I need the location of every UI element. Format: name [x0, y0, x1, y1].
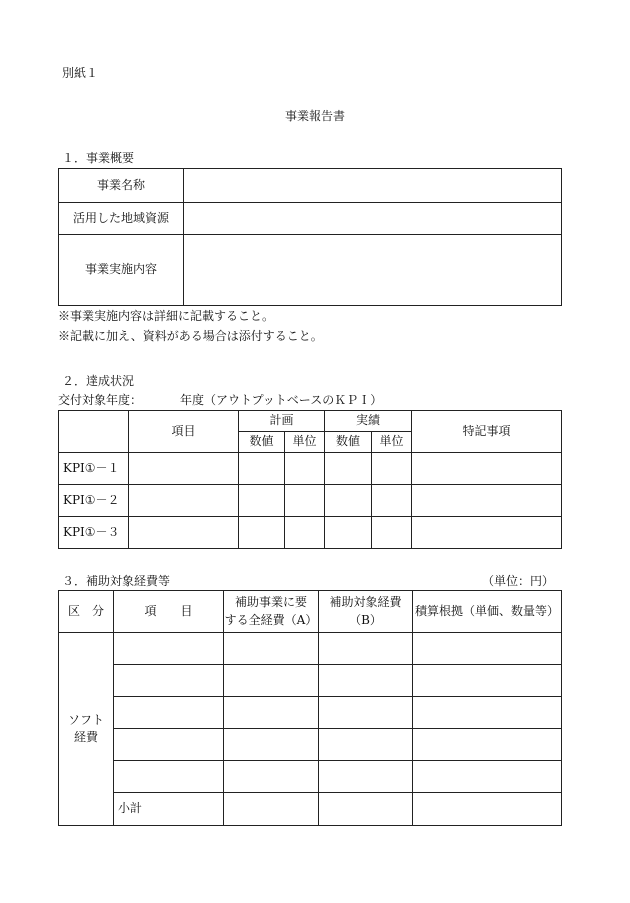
fiscal-year-label: 交付対象年度： [58, 393, 143, 407]
kpi-header-plan-unit: 単位 [285, 432, 325, 453]
subsidy-line2: （B） [349, 612, 382, 627]
category-line2: 経費 [73, 730, 98, 744]
expense-cell[interactable] [224, 761, 319, 793]
expense-cell[interactable] [319, 665, 413, 697]
expense-cell[interactable] [319, 729, 413, 761]
expense-cell[interactable] [114, 665, 224, 697]
kpi-header-blank [59, 411, 129, 453]
kpi-cell[interactable] [239, 485, 285, 517]
unit-note: （単位：円） [482, 574, 555, 588]
kpi-header-remarks: 特記事項 [412, 411, 562, 453]
expense-cell[interactable] [224, 697, 319, 729]
expense-header-basis: 積算根拠（単価、数量等） [413, 591, 562, 633]
kpi-cell[interactable] [129, 517, 239, 549]
kpi-cell[interactable] [129, 485, 239, 517]
kpi-cell[interactable] [285, 485, 325, 517]
expense-category-soft [59, 633, 114, 826]
overview-value-name[interactable] [184, 169, 562, 203]
expense-table [58, 590, 562, 826]
section3-heading: ３．補助対象経費等 [62, 574, 171, 588]
expense-header-subsidy [319, 591, 413, 633]
kpi-cell[interactable] [129, 453, 239, 485]
expense-cell[interactable] [413, 729, 562, 761]
kpi-cell[interactable] [285, 453, 325, 485]
kpi-table [58, 410, 562, 549]
expense-cell[interactable] [114, 697, 224, 729]
kpi-cell[interactable] [239, 517, 285, 549]
category-line1: ソフト [67, 712, 104, 727]
expense-cell[interactable] [413, 697, 562, 729]
overview-table [58, 168, 562, 306]
kpi-header-actual: 実績 [325, 411, 412, 432]
expense-header-total-cost [224, 591, 319, 633]
kpi-cell[interactable] [412, 485, 562, 517]
kpi-header-actual-unit: 単位 [372, 432, 412, 453]
kpi-header-item: 項目 [129, 411, 239, 453]
subsidy-line1: 補助対象経費 [329, 595, 402, 610]
kpi-row-label: KPI①－１ [59, 453, 129, 485]
expense-cell[interactable] [413, 793, 562, 826]
total-cost-line1: 補助事業に要 [234, 595, 307, 610]
expense-cell[interactable] [319, 697, 413, 729]
kpi-cell[interactable] [239, 453, 285, 485]
kpi-caption: 年度（アウトプットベースのＫＰＩ） [180, 393, 383, 407]
expense-cell[interactable] [319, 761, 413, 793]
kpi-cell[interactable] [325, 453, 372, 485]
expense-cell[interactable] [413, 761, 562, 793]
total-cost-line2: する全経費（A） [224, 612, 318, 627]
kpi-cell[interactable] [412, 517, 562, 549]
overview-label-content: 事業実施内容 [59, 235, 184, 306]
expense-cell[interactable] [224, 665, 319, 697]
section2-heading: ２．達成状況 [62, 374, 135, 388]
expense-cell[interactable] [224, 729, 319, 761]
kpi-cell[interactable] [285, 517, 325, 549]
kpi-cell[interactable] [372, 517, 412, 549]
overview-value-resources[interactable] [184, 203, 562, 235]
expense-cell[interactable] [114, 761, 224, 793]
kpi-header-plan: 計画 [239, 411, 325, 432]
expense-cell[interactable] [413, 665, 562, 697]
expense-cell[interactable] [224, 793, 319, 826]
expense-cell[interactable] [319, 793, 413, 826]
kpi-row-label: KPI①－２ [59, 485, 129, 517]
overview-label-name: 事業名称 [59, 169, 184, 203]
expense-cell[interactable] [224, 633, 319, 665]
expense-header-category: 区 分 [59, 591, 114, 633]
overview-value-content[interactable] [184, 235, 562, 306]
note-attachment: ※記載に加え、資料がある場合は添付すること。 [58, 329, 323, 343]
kpi-cell[interactable] [412, 453, 562, 485]
expense-cell[interactable] [114, 633, 224, 665]
kpi-header-actual-value: 数値 [325, 432, 372, 453]
document-title: 事業報告書 [285, 109, 346, 123]
kpi-cell[interactable] [325, 485, 372, 517]
overview-label-resources: 活用した地域資源 [59, 203, 184, 235]
expense-cell[interactable] [319, 633, 413, 665]
subtotal-label: 小計 [114, 793, 224, 826]
kpi-cell[interactable] [372, 485, 412, 517]
section1-heading: １．事業概要 [62, 151, 135, 165]
note-detail: ※事業実施内容は詳細に記載すること。 [58, 309, 275, 323]
expense-cell[interactable] [413, 633, 562, 665]
expense-header-item: 項 目 [114, 591, 224, 633]
kpi-header-plan-value: 数値 [239, 432, 285, 453]
kpi-cell[interactable] [325, 517, 372, 549]
kpi-cell[interactable] [372, 453, 412, 485]
kpi-row-label: KPI①－３ [59, 517, 129, 549]
expense-cell[interactable] [114, 729, 224, 761]
attachment-label: 別紙１ [62, 66, 99, 80]
